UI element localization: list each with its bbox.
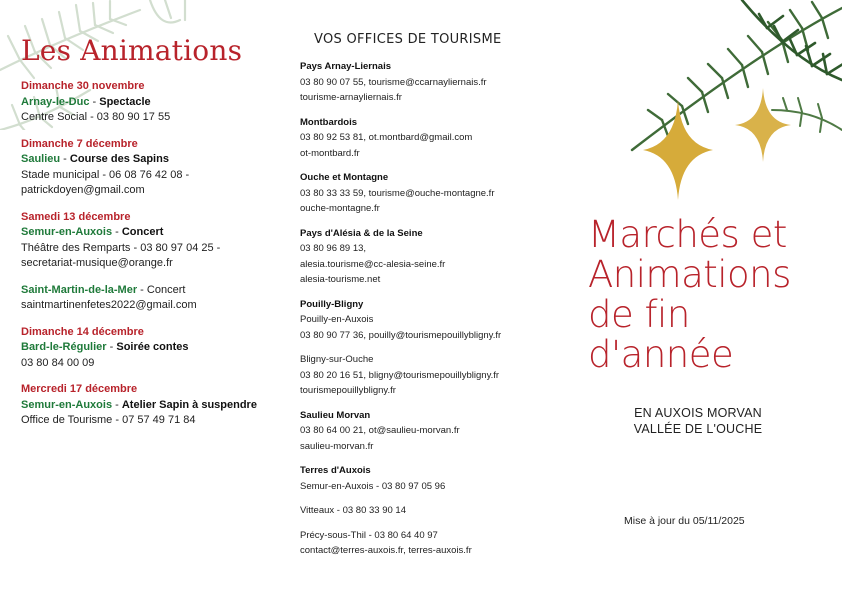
office-item xyxy=(300,463,560,494)
event-detail: Théâtre des Remparts - 03 80 97 04 25 - xyxy=(21,241,221,254)
office-name: Pouilly-Bligny xyxy=(300,298,364,310)
main-title-line: de fin xyxy=(588,293,690,336)
office-item xyxy=(300,226,560,288)
office-line: tourisme-arnayliernais.fr xyxy=(300,92,402,103)
main-title-line: d'année xyxy=(588,333,734,376)
office-line: Pouilly-en-Auxois xyxy=(300,314,374,325)
event-type: Course des Sapins xyxy=(69,153,169,165)
gold-star-icon xyxy=(735,88,791,162)
event-type: Soirée contes xyxy=(116,341,189,353)
event-date: Dimanche 30 novembre xyxy=(21,80,145,92)
office-line: ouche-montagne.fr xyxy=(300,203,380,214)
event-place: Semur-en-Auxois xyxy=(21,226,113,238)
event-detail: Office de Tourisme - 07 57 49 71 84 xyxy=(21,414,196,426)
office-item xyxy=(300,59,560,106)
office-line: alesia.tourisme@cc-alesia-seine.fr xyxy=(300,258,446,270)
event-detail: secretariat-musique@orange.fr xyxy=(21,257,173,269)
office-line: 03 80 92 53 81, ot.montbard@gmail.com xyxy=(300,132,473,143)
office-line: Bligny-sur-Ouche xyxy=(300,354,374,365)
event-detail: Stade municipal - 06 08 76 42 08 - xyxy=(21,168,190,181)
office-line: Semur-en-Auxois - 03 80 97 05 96 xyxy=(300,480,446,492)
office-line: Vitteaux - 03 80 33 90 14 xyxy=(300,505,406,516)
event-type: Spectacle xyxy=(99,95,151,108)
office-line: 03 80 64 00 21, ot@saulieu-morvan.fr xyxy=(300,425,460,436)
event-detail: saintmartinenfetes2022@gmail.com xyxy=(21,299,197,311)
main-title-line: Marchés et xyxy=(588,213,787,256)
event-item: Samedi 13 décembre Semur-en-Auxois - Concert Théâtre des Remparts - 03 80 97 04 25 - secretariat-musique@orange.fr xyxy=(21,210,271,272)
offices-title: VOS OFFICES DE TOURISME xyxy=(314,32,502,47)
event-date: Samedi 13 décembre xyxy=(21,210,131,223)
event-detail: patrickdoyen@gmail.com xyxy=(21,184,145,196)
office-item xyxy=(300,297,560,344)
office-name: Terres d'Auxois xyxy=(300,465,371,476)
pine-branch-icon xyxy=(612,0,842,210)
office-name: Saulieu Morvan xyxy=(300,409,371,421)
event-place: Saint-Martin-de-la-Mer xyxy=(21,283,138,296)
event-date: Dimanche 14 décembre xyxy=(21,325,144,338)
office-item xyxy=(300,503,560,519)
cover-column xyxy=(588,215,828,437)
office-item xyxy=(300,115,560,162)
office-line: 03 80 96 89 13, xyxy=(300,243,367,254)
office-line: 03 80 20 16 51, bligny@tourismepouillybligny.fr xyxy=(300,369,500,381)
event-item: Dimanche 7 décembre Saulieu - Course des Sapins Stade municipal - 06 08 76 42 08 - patrickdoyen@gmail.com xyxy=(21,137,271,199)
office-name: Ouche et Montagne xyxy=(300,172,389,183)
event-place: Arnay-le-Duc xyxy=(21,95,90,108)
animations-title: Les Animations xyxy=(21,34,243,67)
event-item: Dimanche 30 novembre Arnay-le-Duc - Spectacle Centre Social - 03 80 90 17 55 xyxy=(21,79,271,126)
subtitle xyxy=(618,405,778,437)
main-title xyxy=(588,215,828,375)
subtitle-line: EN AUXOIS MORVAN xyxy=(634,406,762,420)
office-line: 03 80 33 33 59, tourisme@ouche-montagne.fr xyxy=(300,187,495,199)
event-item: Mercredi 17 décembre Semur-en-Auxois - Atelier Sapin à suspendre Office de Tourisme - 07 57 49 71 84 xyxy=(21,382,271,429)
office-item xyxy=(300,408,560,455)
main-title-line: Animations xyxy=(588,253,791,296)
office-item xyxy=(300,528,560,559)
events-list xyxy=(21,79,271,429)
event-place: Semur-en-Auxois xyxy=(21,398,113,411)
office-line: 03 80 90 07 55, tourisme@ccarnayliernais.fr xyxy=(300,76,487,88)
event-place: Saulieu xyxy=(21,153,61,165)
update-date: Mise à jour du 05/11/2025 xyxy=(624,515,745,527)
event-date: Dimanche 7 décembre xyxy=(21,137,138,150)
event-detail: 03 80 84 00 09 xyxy=(21,356,95,369)
office-line: saulieu-morvan.fr xyxy=(300,440,374,452)
office-name: Pays d'Alésia & de la Seine xyxy=(300,227,423,239)
event-item: Dimanche 14 décembre Bard-le-Régulier - Soirée contes 03 80 84 00 09 xyxy=(21,325,271,372)
office-name: Pays Arnay-Liernais xyxy=(300,61,391,72)
offices-column xyxy=(300,32,560,568)
office-line: contact@terres-auxois.fr, terres-auxois.fr xyxy=(300,545,472,556)
office-item xyxy=(300,352,560,399)
office-item xyxy=(300,170,560,217)
office-line: ot-montbard.fr xyxy=(300,147,360,159)
event-date: Mercredi 17 décembre xyxy=(21,383,138,395)
office-line: alesia-tourisme.net xyxy=(300,274,381,285)
event-item: Saint-Martin-de-la-Mer - Concert saintmartinenfetes2022@gmail.com xyxy=(21,283,271,314)
office-line: tourismepouillybligny.fr xyxy=(300,385,396,396)
event-detail: Centre Social - 03 80 90 17 55 xyxy=(21,111,171,123)
subtitle-line: VALLÉE DE L'OUCHE xyxy=(633,422,763,436)
event-place: Bard-le-Régulier xyxy=(21,341,107,353)
event-type: Concert xyxy=(121,226,164,238)
animations-column xyxy=(21,34,271,440)
office-name: Montbardois xyxy=(300,116,357,128)
event-type: Atelier Sapin à suspendre xyxy=(121,398,257,411)
event-type: Concert xyxy=(146,283,186,296)
office-line: 03 80 90 77 36, pouilly@tourismepouillybligny.fr xyxy=(300,329,502,341)
office-line: Précy-sous-Thil - 03 80 64 40 97 xyxy=(300,529,438,541)
gold-star-icon xyxy=(643,100,713,200)
